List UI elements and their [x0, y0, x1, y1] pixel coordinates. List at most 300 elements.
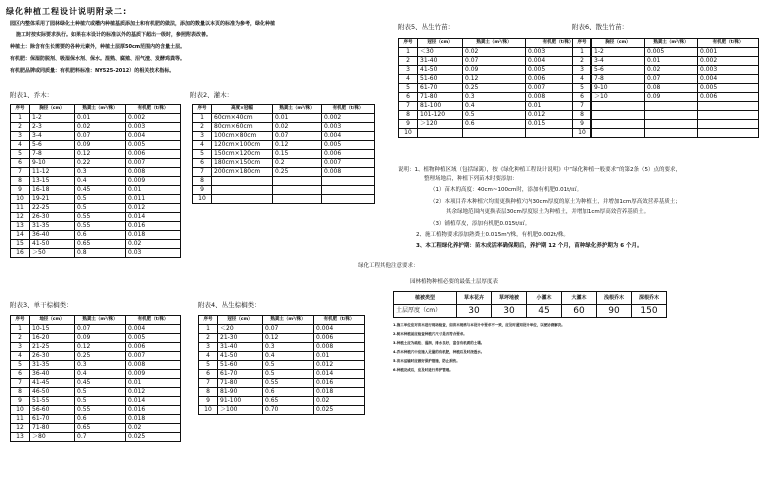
table-row: [11, 249, 181, 258]
remark-line: 3、本工程绿化养护期：苗木成活率确保期后，养护期 12 个月，苗种绿化养护期为 6 个月。: [416, 243, 643, 249]
column-header: 序号: [11, 105, 30, 114]
table-cell: [645, 111, 698, 120]
table-cell: 1: [199, 325, 218, 334]
table-row: [11, 213, 181, 222]
table-row: [193, 159, 375, 168]
remark-line: （1）苗木的高度：40cm~100cm时，添加有机肥0.01t/㎡。: [430, 187, 583, 193]
table-cell: [322, 177, 375, 186]
column-header: 有机肥（t/株）: [322, 105, 375, 114]
table-cell: 46-50: [30, 388, 75, 397]
table-cell: 15: [11, 240, 30, 249]
table-cell: 0.55: [263, 379, 314, 388]
table-cell: ＞120: [418, 120, 463, 129]
table-cell: 8: [399, 111, 418, 120]
table-cell: 2: [399, 57, 418, 66]
table-cell: 9: [573, 120, 592, 129]
soil-column-header: 深根乔木: [632, 292, 667, 305]
table-cell: 0.01: [645, 57, 698, 66]
table-row: [11, 222, 181, 231]
soil-note: 5.苗木运输时应做好保护措施，防止损伤。: [393, 359, 460, 363]
table-cell: [322, 186, 375, 195]
table-cell: 12: [11, 424, 30, 433]
table-cell: 180cm×150cm: [212, 159, 273, 168]
table-cell: 0.003: [322, 123, 375, 132]
table-cell: 11: [11, 415, 30, 424]
table-1-caption: 附表1、乔木：: [10, 91, 54, 99]
table-cell: 0.002: [698, 57, 759, 66]
table-cluster-bamboo: [398, 38, 591, 138]
table-cell: 61-70: [218, 370, 263, 379]
table-cell: 0.09: [645, 93, 698, 102]
table-cell: 0.011: [126, 195, 181, 204]
table-cell: 0.5: [75, 397, 126, 406]
table-cell: 0.009: [126, 177, 181, 186]
table-cell: [698, 102, 759, 111]
table-cell: 8: [199, 388, 218, 397]
table-cell: 0.2: [273, 159, 322, 168]
soil-thickness-table: [393, 291, 667, 318]
table-cell: 3: [573, 66, 592, 75]
table-cell: 3: [399, 66, 418, 75]
table-row: [399, 129, 591, 138]
soil-column-header: 草坪地被: [492, 292, 527, 305]
table-cell: 21-25: [30, 343, 75, 352]
table-cell: 0.08: [645, 84, 698, 93]
table-cell: 0.004: [322, 132, 375, 141]
table-cell: 0.12: [263, 334, 314, 343]
table-row: [573, 129, 759, 138]
table-cell: 0.025: [314, 406, 365, 415]
column-header: 有机肥（t/株）: [314, 316, 365, 325]
table-cell: 0.03: [126, 249, 181, 258]
table-cell: 5: [193, 150, 212, 159]
table-cell: 0.016: [314, 379, 365, 388]
table-cell: 200cm×180cm: [212, 168, 273, 177]
column-header: 熟粪土（m³/株）: [75, 105, 126, 114]
header-note-2: 施工时按实际要求执行。如果在本设计的标准以外的基质下超出一级时，参照附表改善。: [16, 32, 212, 38]
table-row: [573, 48, 759, 57]
soil-value-cell: 30: [492, 305, 527, 318]
table-cell: 0.5: [75, 388, 126, 397]
table-cell: 1: [11, 325, 30, 334]
table-cell: 1-2: [592, 48, 645, 57]
table-cell: [645, 102, 698, 111]
table-cell: 0.5: [263, 370, 314, 379]
table-cell: 4: [11, 141, 30, 150]
table-row: [11, 177, 181, 186]
table-cell: 21-30: [218, 334, 263, 343]
table-cell: 22-25: [30, 204, 75, 213]
table-cell: [212, 195, 273, 204]
table-cell: 0.008: [126, 361, 181, 370]
table-cell: 41-50: [218, 352, 263, 361]
table-cell: 0.014: [126, 397, 181, 406]
table-cell: 4: [573, 75, 592, 84]
soil-column-header: 浅根乔木: [597, 292, 632, 305]
table-cell: 0.018: [126, 231, 181, 240]
table-scattered-bamboo: [572, 38, 759, 138]
table-cell: 100cm×80cm: [212, 132, 273, 141]
column-header: 序号: [573, 39, 592, 48]
table-cell: 0.008: [126, 168, 181, 177]
table-cell: 9: [399, 120, 418, 129]
table-row: [199, 361, 365, 370]
table-row: [11, 433, 181, 442]
table-cell: 14: [11, 231, 30, 240]
table-cell: [322, 195, 375, 204]
table-cell: [592, 111, 645, 120]
table-cell: 0.3: [263, 343, 314, 352]
table-cell: 0.012: [126, 204, 181, 213]
table-row: [193, 114, 375, 123]
table-cell: 2: [11, 123, 30, 132]
soil-header-row: [394, 292, 667, 305]
table-cell: 8: [11, 388, 30, 397]
table-cell: 5: [573, 84, 592, 93]
table-cell: [645, 120, 698, 129]
table-cell: 19-21: [30, 195, 75, 204]
table-cell: 2: [11, 334, 30, 343]
table-cell: [212, 177, 273, 186]
table-cell: 0.006: [526, 75, 591, 84]
table-row: [11, 352, 181, 361]
table-row: [199, 406, 365, 415]
table-row: [399, 75, 591, 84]
remark-line: 整理场地后，种植下列苗木时要添加：: [424, 176, 518, 182]
table-cell: 5-6: [592, 66, 645, 75]
table-cell: 8: [573, 111, 592, 120]
table-cell: 12: [11, 213, 30, 222]
remark-line: 其余绿地范围内更换表层30cm厚度原土为种植土，并增加1cm厚高效营养基质土。: [446, 209, 650, 215]
table-row: [199, 379, 365, 388]
table-row: [11, 204, 181, 213]
table-cell: 91-100: [218, 397, 263, 406]
table-row: [193, 186, 375, 195]
table-row: [399, 93, 591, 102]
table-cell: 0.002: [322, 114, 375, 123]
table-cell: 0.018: [126, 415, 181, 424]
table-cell: 26-30: [30, 213, 75, 222]
table-row: [193, 177, 375, 186]
table-row: [193, 168, 375, 177]
column-header: 高度×冠幅: [212, 105, 273, 114]
table-cell: [418, 129, 463, 138]
table-cell: 11: [11, 204, 30, 213]
table-cell: 0.07: [75, 132, 126, 141]
table-cell: 0.007: [126, 352, 181, 361]
table-row: [399, 57, 591, 66]
table-row: [199, 388, 365, 397]
table-cell: 31-40: [418, 57, 463, 66]
table-cell: 4: [11, 352, 30, 361]
table-header-row: [399, 39, 591, 48]
table-cell: 0.02: [126, 424, 181, 433]
table-cell: 0.001: [698, 48, 759, 57]
table-cell: 7-8: [592, 75, 645, 84]
table-cell: 0.005: [126, 141, 181, 150]
table-cell: 6: [399, 93, 418, 102]
table-row: [11, 388, 181, 397]
table-cell: 4: [199, 352, 218, 361]
table-cell: 0.005: [322, 141, 375, 150]
table-cell: 9: [11, 186, 30, 195]
table-cell: 11-12: [30, 168, 75, 177]
table-cell: 0.6: [75, 231, 126, 240]
table-row: [11, 361, 181, 370]
table-cell: [698, 111, 759, 120]
table-cell: 7: [11, 379, 30, 388]
table-cell: 7: [193, 168, 212, 177]
soil-value-cell: 90: [597, 305, 632, 318]
table-cell: 6: [11, 159, 30, 168]
table-cell: 7: [573, 102, 592, 111]
table-cell: 7-8: [30, 150, 75, 159]
table-cell: 71-80: [30, 424, 75, 433]
column-header: 冠径（cm）: [418, 39, 463, 48]
table-cell: 0.003: [526, 48, 591, 57]
table-cell: 5: [399, 84, 418, 93]
table-cell: 0.7: [75, 433, 126, 442]
table-row: [399, 84, 591, 93]
soil-note: 6.种植完成后，应及时进行养护管理。: [393, 368, 453, 372]
table-cell: 0.65: [75, 424, 126, 433]
table-cell: 0.006: [126, 343, 181, 352]
table-cell: 0.02: [463, 48, 526, 57]
column-header: 序号: [399, 39, 418, 48]
table-row: [573, 111, 759, 120]
table-cell: 1: [193, 114, 212, 123]
table-row: [573, 84, 759, 93]
soil-note: 3.种植土应为疏松、湿润，排水良好，富含有机质的土壤。: [393, 341, 485, 345]
table-cell: 0.004: [526, 57, 591, 66]
table-cell: 1-2: [30, 114, 75, 123]
table-row: [193, 132, 375, 141]
table-cell: 13: [11, 222, 30, 231]
table-row: [11, 114, 181, 123]
table-row: [11, 415, 181, 424]
table-cell: 2: [199, 334, 218, 343]
table-row: [573, 93, 759, 102]
table-cell: 81-100: [418, 102, 463, 111]
table-cell: [698, 120, 759, 129]
table-cell: ＞80: [30, 433, 75, 442]
soil-section-title: 绿化工程其他注意要求：: [358, 263, 419, 269]
table-cell: 0.07: [75, 325, 126, 334]
table-cell: ＞50: [30, 249, 75, 258]
table-cell: 10: [11, 195, 30, 204]
table-cell: 1: [573, 48, 592, 57]
table-row: [199, 397, 365, 406]
table-cell: 13: [11, 433, 30, 442]
table-cell: 0.22: [75, 159, 126, 168]
table-cell: 3: [193, 132, 212, 141]
table-cell: 0.008: [314, 343, 365, 352]
table-row: [11, 424, 181, 433]
table-row: [199, 325, 365, 334]
table-cell: 0.07: [273, 132, 322, 141]
column-header: 地径（cm）: [30, 316, 75, 325]
table-row: [573, 102, 759, 111]
table-cell: 41-50: [418, 66, 463, 75]
table-row: [11, 150, 181, 159]
table-cell: 71-80: [218, 379, 263, 388]
table-cell: 4: [399, 75, 418, 84]
table-cell: 56-60: [30, 406, 75, 415]
table-cell: 0.25: [75, 352, 126, 361]
table-cell: 0.005: [526, 66, 591, 75]
remark-line: 2、施工植物要求添加熟粪土0.015m³/株，有机肥0.002t/株。: [416, 232, 569, 238]
remark-line: 说明：1、植物种植区域（包括绿篱），按《绿化种植工程设计说明》中“绿化种植一般要求”的第2条（5）点的要求，: [398, 167, 681, 173]
table-cell: [212, 186, 273, 195]
table-cell: 0.012: [314, 361, 365, 370]
table-cell: [592, 120, 645, 129]
table-cell: 0.5: [75, 195, 126, 204]
table-cell: 0.008: [322, 168, 375, 177]
table-cell: 0.015: [526, 120, 591, 129]
table-cell: 0.01: [314, 352, 365, 361]
table-cell: 4: [193, 141, 212, 150]
table-cell: 0.006: [698, 93, 759, 102]
table-row: [11, 231, 181, 240]
soil-row-label: 土层厚度（cm）: [394, 305, 457, 318]
table-cell: 16: [11, 249, 30, 258]
table-cell: 5-6: [30, 141, 75, 150]
table-cell: 0.007: [322, 159, 375, 168]
table-row: [11, 334, 181, 343]
table-cell: 0.3: [463, 93, 526, 102]
table-cell: [273, 177, 322, 186]
table-row: [199, 343, 365, 352]
table-cell: 0.4: [75, 370, 126, 379]
table-cell: 0.09: [75, 334, 126, 343]
table-cell: 0.09: [463, 66, 526, 75]
table-row: [399, 120, 591, 129]
table-cell: 9: [11, 397, 30, 406]
table-cell: ＞100: [218, 406, 263, 415]
table-cell: 0.55: [75, 406, 126, 415]
table-5-caption: 附表5、丛生竹苗：: [398, 23, 455, 31]
table-row: [11, 141, 181, 150]
table-cell: 9: [199, 397, 218, 406]
table-2-caption: 附表2、灌木：: [190, 91, 234, 99]
table-cell: 6: [199, 370, 218, 379]
table-cell: 31-40: [218, 343, 263, 352]
table-cell: 36-40: [30, 370, 75, 379]
table-cell: 0.016: [126, 222, 181, 231]
table-cell: 0.02: [273, 123, 322, 132]
table-row: [11, 406, 181, 415]
remark-line: （3）铺植草皮，添加有机肥0.015t/㎡。: [430, 221, 531, 227]
table-trees: [10, 104, 181, 258]
table-cell: 7: [199, 379, 218, 388]
table-cell: 0.12: [273, 141, 322, 150]
table-row: [11, 123, 181, 132]
table-cell: 7: [11, 168, 30, 177]
soil-value-cell: 60: [562, 305, 597, 318]
table-row: [193, 150, 375, 159]
table-cell: 51-60: [418, 75, 463, 84]
table-cell: 0.012: [526, 111, 591, 120]
table-cell: 3: [11, 132, 30, 141]
table-header-row: [573, 39, 759, 48]
table-row: [199, 334, 365, 343]
table-cell: 0.3: [75, 361, 126, 370]
table-cell: 0.25: [463, 84, 526, 93]
table-row: [11, 325, 181, 334]
soil-value-cell: 150: [632, 305, 667, 318]
soil-note: 4.乔木种植穴中应施入足量的有机肥，种植后及时浇透水。: [393, 350, 485, 354]
soil-column-header: 草本花卉: [457, 292, 492, 305]
table-cell: 0.45: [75, 186, 126, 195]
table-cell: 0.01: [75, 114, 126, 123]
table-cell: ＜30: [418, 48, 463, 57]
table-cell: 0.5: [263, 361, 314, 370]
table-cell: 61-70: [30, 415, 75, 424]
table-row: [399, 102, 591, 111]
table-row: [11, 370, 181, 379]
table-cell: 0.007: [526, 84, 591, 93]
table-row: [399, 111, 591, 120]
table-cell: 0.4: [75, 177, 126, 186]
soil-table-title: 园林植物种植必要的最低土层厚度表: [410, 279, 499, 285]
table-cell: 0.006: [322, 150, 375, 159]
table-6-caption: 附表6、散生竹苗：: [572, 23, 629, 31]
table-cell: 31-35: [30, 222, 75, 231]
table-cell: 9-10: [592, 84, 645, 93]
table-cell: 51-60: [218, 361, 263, 370]
table-cell: 3: [11, 343, 30, 352]
table-row: [11, 168, 181, 177]
table-cell: 5: [11, 150, 30, 159]
table-cell: 0.004: [126, 132, 181, 141]
column-header: 有机肥（t/株）: [526, 39, 591, 48]
table-cell: 0.65: [263, 397, 314, 406]
header-note-1: 园区内整体采用了园林绿化土种植穴或槽内种植基质添加土和有机肥的做法，添加的数量以本页的标准为参考，绿化种植: [10, 21, 276, 27]
table-cell: 10: [399, 129, 418, 138]
table-cell: 0.09: [75, 141, 126, 150]
column-header: 胸径（cm）: [30, 105, 75, 114]
table-cell: 1: [11, 114, 30, 123]
table-cell: 101-120: [418, 111, 463, 120]
table-row: [399, 66, 591, 75]
table-cell: 0.07: [645, 75, 698, 84]
table-cell: 0.3: [75, 168, 126, 177]
column-header: 冠径（cm）: [218, 316, 263, 325]
table-header-row: [193, 105, 375, 114]
table-row: [11, 195, 181, 204]
table-cell: 0.018: [314, 388, 365, 397]
table-cell: 0.004: [698, 75, 759, 84]
table-cell: 71-80: [418, 93, 463, 102]
soil-note: 1.施工单位应对苗木进行现场检查，如苗木规格与本设计中要求不一致，应及时通知设计单位，以便协商解决。: [393, 323, 565, 327]
soil-value-cell: 30: [457, 305, 492, 318]
soil-column-header: 植被类型: [394, 292, 457, 305]
table-cell: 5: [11, 361, 30, 370]
table-cell: 10: [199, 406, 218, 415]
table-cell: [273, 186, 322, 195]
table-cell: 0.005: [645, 48, 698, 57]
table-row: [193, 141, 375, 150]
table-row: [573, 75, 759, 84]
column-header: 有机肥（t/株）: [698, 39, 759, 48]
table-cell: 26-30: [30, 352, 75, 361]
table-row: [11, 343, 181, 352]
table-cell: 0.006: [314, 334, 365, 343]
table-cell: 10: [573, 129, 592, 138]
table-cell: 60cm×40cm: [212, 114, 273, 123]
table-cell: 6: [193, 159, 212, 168]
table-4-caption: 附表4、丛生棕榈类：: [198, 301, 261, 309]
